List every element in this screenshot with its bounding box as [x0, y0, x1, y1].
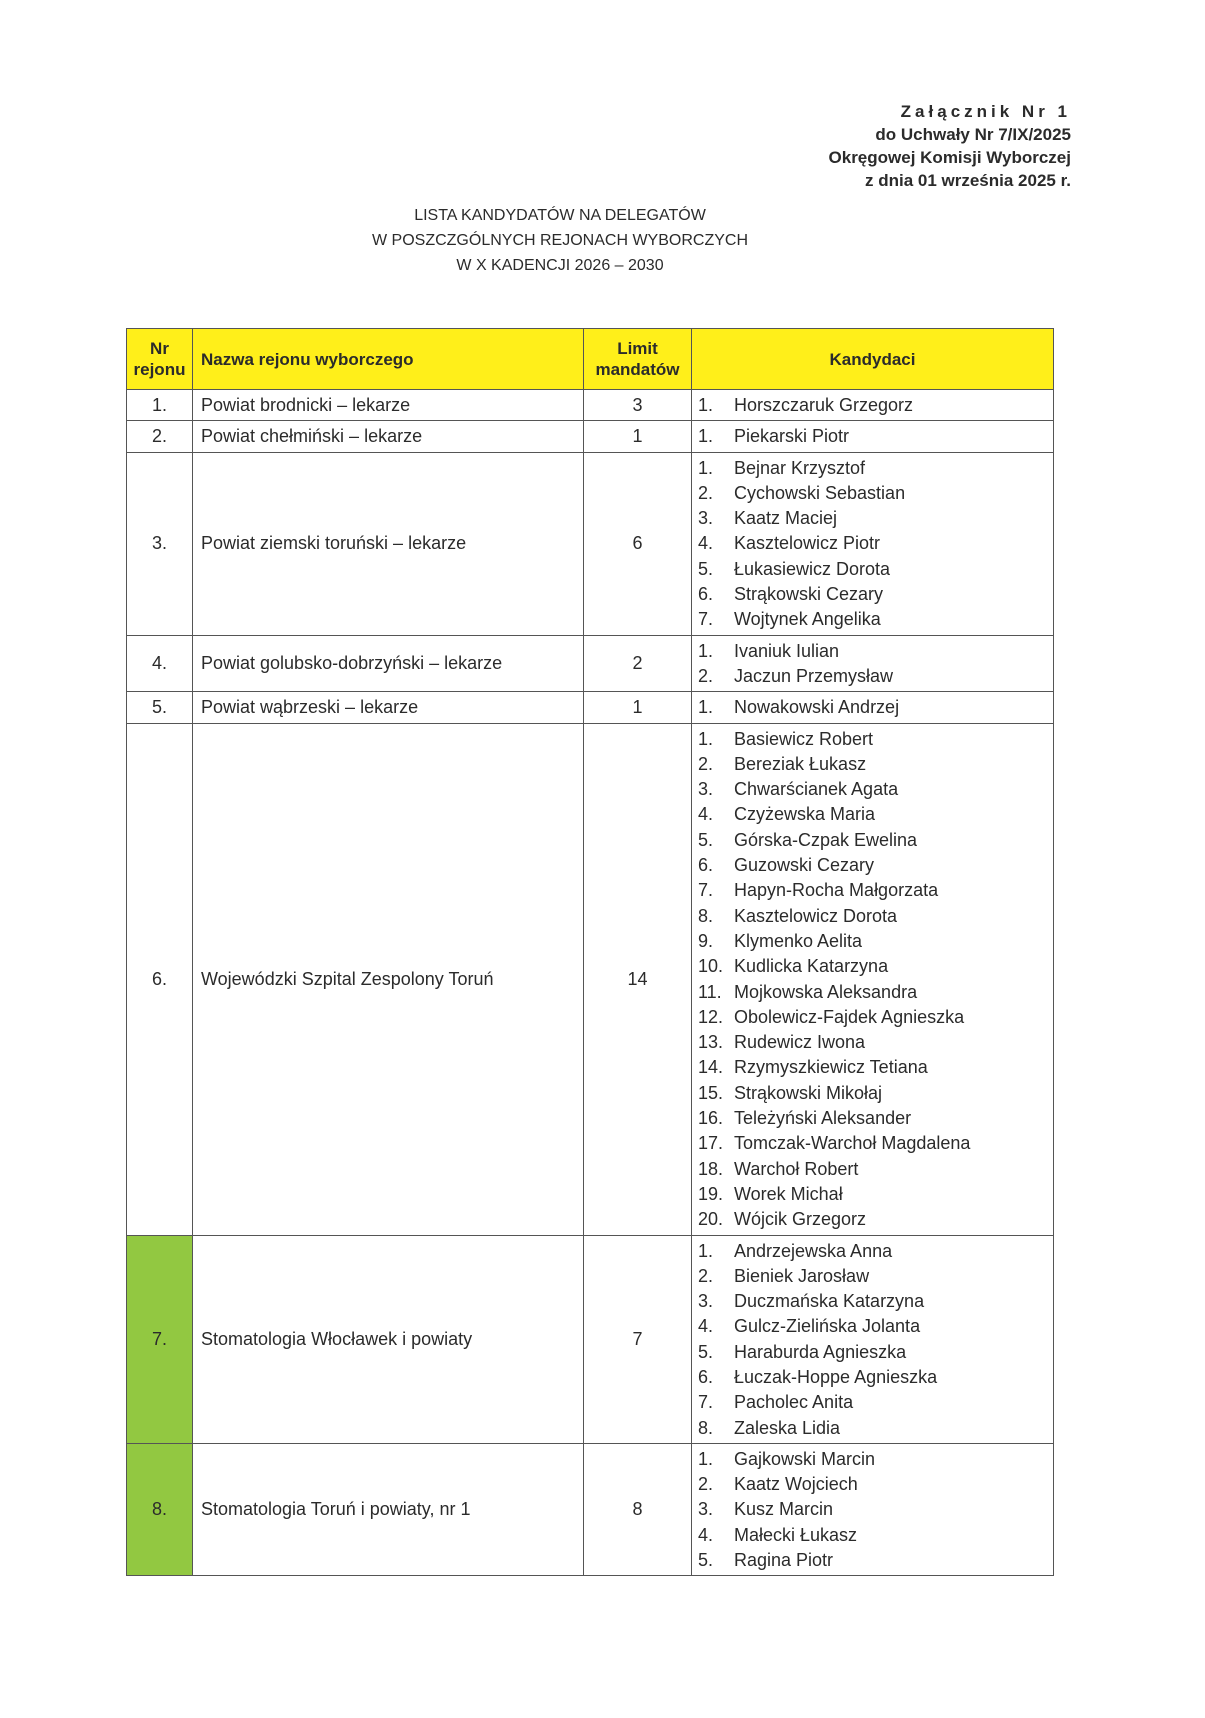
table-row [127, 723, 1054, 1235]
candidate-item [698, 1005, 1053, 1030]
candidate-name: Łukasiewicz Dorota [734, 558, 891, 579]
annex-header [651, 100, 1071, 192]
candidate-number: 2. [698, 1265, 714, 1286]
candidate-name: Strąkowski Mikołaj [734, 1082, 883, 1103]
candidate-name: Małecki Łukasz [734, 1524, 858, 1545]
candidate-number: 6. [698, 1366, 714, 1387]
candidate-number: 6. [698, 584, 714, 605]
candidate-name: Jaczun Przemysław [734, 665, 894, 686]
candidate-number: 17. [698, 1133, 724, 1154]
candidate-name: Ivaniuk Iulian [734, 640, 840, 661]
candidate-name: Pacholec Anita [734, 1392, 854, 1413]
candidate-name: Basiewicz Robert [734, 728, 874, 749]
candidate-name: Bereziak Łukasz [734, 753, 867, 774]
region-number: 2. [127, 421, 193, 452]
candidate-number: 5. [698, 1341, 714, 1362]
candidate-number: 2. [698, 1474, 714, 1495]
candidate-list [692, 635, 1054, 692]
candidate-name: Horszczaruk Grzegorz [734, 395, 914, 415]
candidate-list [692, 1443, 1054, 1575]
candidate-number: 1. [698, 697, 714, 718]
table-header-row [127, 329, 1054, 390]
candidate-item [698, 531, 1053, 556]
region-number: 5. [127, 692, 193, 723]
region-number: 7. [127, 1235, 193, 1443]
candidates-table [126, 328, 1054, 1576]
candidate-list [692, 421, 1054, 452]
candidate-number: 1. [698, 457, 714, 478]
candidate-name: Kaatz Maciej [734, 508, 838, 529]
candidate-item [698, 664, 1053, 689]
candidate-item [698, 878, 1053, 903]
region-name: Powiat brodnicki – lekarze [193, 390, 584, 421]
candidate-name: Kasztelowicz Dorota [734, 905, 898, 926]
region-number: 6. [127, 723, 193, 1235]
document-title [330, 203, 790, 278]
candidate-name: Warchoł Robert [734, 1158, 859, 1179]
candidate-item [698, 1239, 1053, 1264]
region-name: Powiat golubsko-dobrzyński – lekarze [193, 635, 584, 692]
candidate-number: 8. [698, 905, 714, 926]
mandate-limit: 7 [584, 1235, 692, 1443]
candidate-number: 2. [698, 665, 714, 686]
candidate-number: 3. [698, 779, 714, 800]
candidate-number: 4. [698, 1316, 714, 1337]
title-line-2: W POSZCZGÓLNYCH REJONACH WYBORCZYCH [371, 232, 748, 249]
candidate-number: 8. [698, 1417, 714, 1438]
region-number: 1. [127, 390, 193, 421]
candidate-number: 1. [698, 1448, 714, 1469]
candidate-number: 11. [698, 981, 722, 1002]
candidate-number: 3. [698, 508, 714, 529]
candidate-name: Gulcz-Zielińska Jolanta [734, 1316, 921, 1337]
header-nr-rejonu: Nr rejonu [127, 329, 193, 390]
table-row [127, 421, 1054, 452]
candidate-number: 5. [698, 558, 714, 579]
candidate-name: Kusz Marcin [734, 1499, 834, 1520]
table-row [127, 1443, 1054, 1575]
candidate-item [698, 980, 1053, 1005]
candidate-item [698, 607, 1053, 632]
candidate-item [698, 828, 1053, 853]
candidate-name: Andrzejewska Anna [734, 1240, 893, 1261]
candidate-number: 4. [698, 804, 714, 825]
candidate-item [698, 853, 1053, 878]
candidate-name: Nowakowski Andrzej [734, 697, 900, 718]
header-limit-mandatow: Limit mandatów [584, 329, 692, 390]
table-row [127, 1235, 1054, 1443]
candidate-item [698, 1447, 1053, 1472]
candidate-number: 5. [698, 1550, 714, 1571]
candidate-name: Chwarścianek Agata [734, 779, 899, 800]
candidate-number: 7. [698, 1392, 714, 1413]
candidate-name: Cychowski Sebastian [734, 482, 906, 503]
candidate-name: Górska-Czpak Ewelina [734, 829, 918, 850]
candidate-item [698, 456, 1053, 481]
candidate-name: Bejnar Krzysztof [734, 457, 866, 478]
candidate-name: Haraburda Agnieszka [734, 1341, 907, 1362]
table-row [127, 390, 1054, 421]
candidate-name: Czyżewska Maria [734, 804, 876, 825]
candidate-list [692, 452, 1054, 635]
candidate-list [692, 390, 1054, 421]
candidate-number: 12. [698, 1006, 724, 1027]
candidate-item [698, 727, 1053, 752]
candidate-list [692, 692, 1054, 723]
title-line-1: LISTA KANDYDATÓW NA DELEGATÓW [414, 207, 706, 224]
region-name: Stomatologia Włocławek i powiaty [193, 1235, 584, 1443]
candidate-item [698, 1497, 1053, 1522]
candidate-item [698, 582, 1053, 607]
candidate-name: Kudlicka Katarzyna [734, 956, 889, 977]
candidate-name: Tomczak-Warchoł Magdalena [734, 1133, 971, 1154]
candidate-number: 5. [698, 829, 714, 850]
header-nazwa-rejonu: Nazwa rejonu wyborczego [193, 329, 584, 390]
candidate-name: Worek Michał [734, 1183, 843, 1204]
candidate-item [698, 424, 1053, 449]
candidate-name: Rzymyszkiewicz Tetiana [734, 1057, 928, 1078]
candidate-name: Wójcik Grzegorz [734, 1209, 867, 1230]
candidate-item [698, 393, 1053, 418]
mandate-limit: 1 [584, 421, 692, 452]
candidate-number: 13. [698, 1032, 724, 1053]
candidate-name: Piekarski Piotr [734, 426, 850, 447]
table-body [127, 390, 1054, 1576]
candidate-number: 1. [698, 728, 714, 749]
region-name: Powiat ziemski toruński – lekarze [193, 452, 584, 635]
candidate-item [698, 1365, 1053, 1390]
candidate-name: Gajkowski Marcin [734, 1448, 876, 1469]
candidate-item [698, 1081, 1053, 1106]
candidate-item [698, 1340, 1053, 1365]
candidate-name: Klymenko Aelita [734, 930, 863, 951]
annex-commission: Okręgowej Komisji Wyborczej [828, 148, 1071, 167]
candidate-name: Wojtynek Angelika [734, 609, 881, 630]
mandate-limit: 2 [584, 635, 692, 692]
candidate-number: 15. [698, 1082, 724, 1103]
annex-resolution: do Uchwały Nr 7/IX/2025 [875, 125, 1071, 144]
candidate-item [698, 904, 1053, 929]
candidate-item [698, 639, 1053, 664]
candidate-number: 16. [698, 1108, 724, 1129]
candidate-item [698, 557, 1053, 582]
candidate-number: 2. [698, 753, 714, 774]
candidate-item [698, 777, 1053, 802]
candidate-number: 9. [698, 930, 714, 951]
candidate-number: 6. [698, 855, 714, 876]
candidate-item [698, 1472, 1053, 1497]
candidate-number: 2. [698, 482, 714, 503]
region-name: Powiat chełmiński – lekarze [193, 421, 584, 452]
region-number: 3. [127, 452, 193, 635]
candidate-number: 1. [698, 640, 714, 661]
candidate-name: Strąkowski Cezary [734, 584, 884, 605]
candidate-item [698, 1289, 1053, 1314]
mandate-limit: 8 [584, 1443, 692, 1575]
candidate-name: Rudewicz Iwona [734, 1032, 866, 1053]
mandate-limit: 1 [584, 692, 692, 723]
candidate-item [698, 1314, 1053, 1339]
candidate-number: 19. [698, 1183, 724, 1204]
candidate-item [698, 1106, 1053, 1131]
candidate-item [698, 954, 1053, 979]
candidate-number: 3. [698, 1291, 714, 1312]
title-line-3: W X KADENCJI 2026 – 2030 [456, 257, 664, 274]
annex-title: Załącznik Nr 1 [900, 102, 1071, 121]
candidate-name: Zaleska Lidia [734, 1417, 841, 1438]
candidate-item [698, 1264, 1053, 1289]
candidate-list [692, 1235, 1054, 1443]
candidate-number: 7. [698, 880, 714, 901]
candidate-item [698, 1548, 1053, 1573]
candidate-item [698, 1055, 1053, 1080]
candidate-item [698, 481, 1053, 506]
candidate-item [698, 1207, 1053, 1232]
candidate-number: 20. [698, 1209, 724, 1230]
candidate-item [698, 802, 1053, 827]
region-number: 4. [127, 635, 193, 692]
candidate-number: 4. [698, 533, 714, 554]
candidate-name: Obolewicz-Fajdek Agnieszka [734, 1006, 965, 1027]
candidate-number: 7. [698, 609, 714, 630]
candidate-item [698, 929, 1053, 954]
candidate-item [698, 1182, 1053, 1207]
candidate-item [698, 1523, 1053, 1548]
candidate-item [698, 1131, 1053, 1156]
candidate-item [698, 752, 1053, 777]
candidate-name: Duczmańska Katarzyna [734, 1291, 925, 1312]
candidate-name: Hapyn-Rocha Małgorzata [734, 880, 939, 901]
mandate-limit: 14 [584, 723, 692, 1235]
candidate-number: 10. [698, 956, 724, 977]
candidate-number: 1. [698, 426, 714, 447]
region-name: Stomatologia Toruń i powiaty, nr 1 [193, 1443, 584, 1575]
mandate-limit: 6 [584, 452, 692, 635]
candidate-name: Teleżyński Aleksander [734, 1108, 912, 1129]
candidate-name: Mojkowska Aleksandra [734, 981, 918, 1002]
candidate-name: Ragina Piotr [734, 1550, 834, 1571]
candidate-name: Łuczak-Hoppe Agnieszka [734, 1366, 938, 1387]
candidate-number: 1. [698, 395, 714, 415]
candidate-list [692, 723, 1054, 1235]
candidate-item [698, 1416, 1053, 1441]
candidate-number: 4. [698, 1524, 714, 1545]
mandate-limit: 3 [584, 390, 692, 421]
candidate-item [698, 1157, 1053, 1182]
table-row [127, 635, 1054, 692]
candidate-item [698, 1390, 1053, 1415]
candidate-number: 18. [698, 1158, 724, 1179]
candidate-name: Guzowski Cezary [734, 855, 875, 876]
candidate-item [698, 1030, 1053, 1055]
table-row [127, 452, 1054, 635]
candidate-item [698, 506, 1053, 531]
candidate-item [698, 695, 1053, 720]
header-kandydaci: Kandydaci [692, 329, 1054, 390]
region-name: Powiat wąbrzeski – lekarze [193, 692, 584, 723]
candidate-number: 3. [698, 1499, 714, 1520]
candidate-number: 14. [698, 1057, 724, 1078]
annex-date: z dnia 01 września 2025 r. [864, 171, 1071, 190]
candidate-name: Bieniek Jarosław [734, 1265, 870, 1286]
region-name: Wojewódzki Szpital Zespolony Toruń [193, 723, 584, 1235]
candidate-name: Kasztelowicz Piotr [734, 533, 881, 554]
candidate-number: 1. [698, 1240, 714, 1261]
table-row [127, 692, 1054, 723]
region-number: 8. [127, 1443, 193, 1575]
candidate-name: Kaatz Wojciech [734, 1474, 858, 1495]
